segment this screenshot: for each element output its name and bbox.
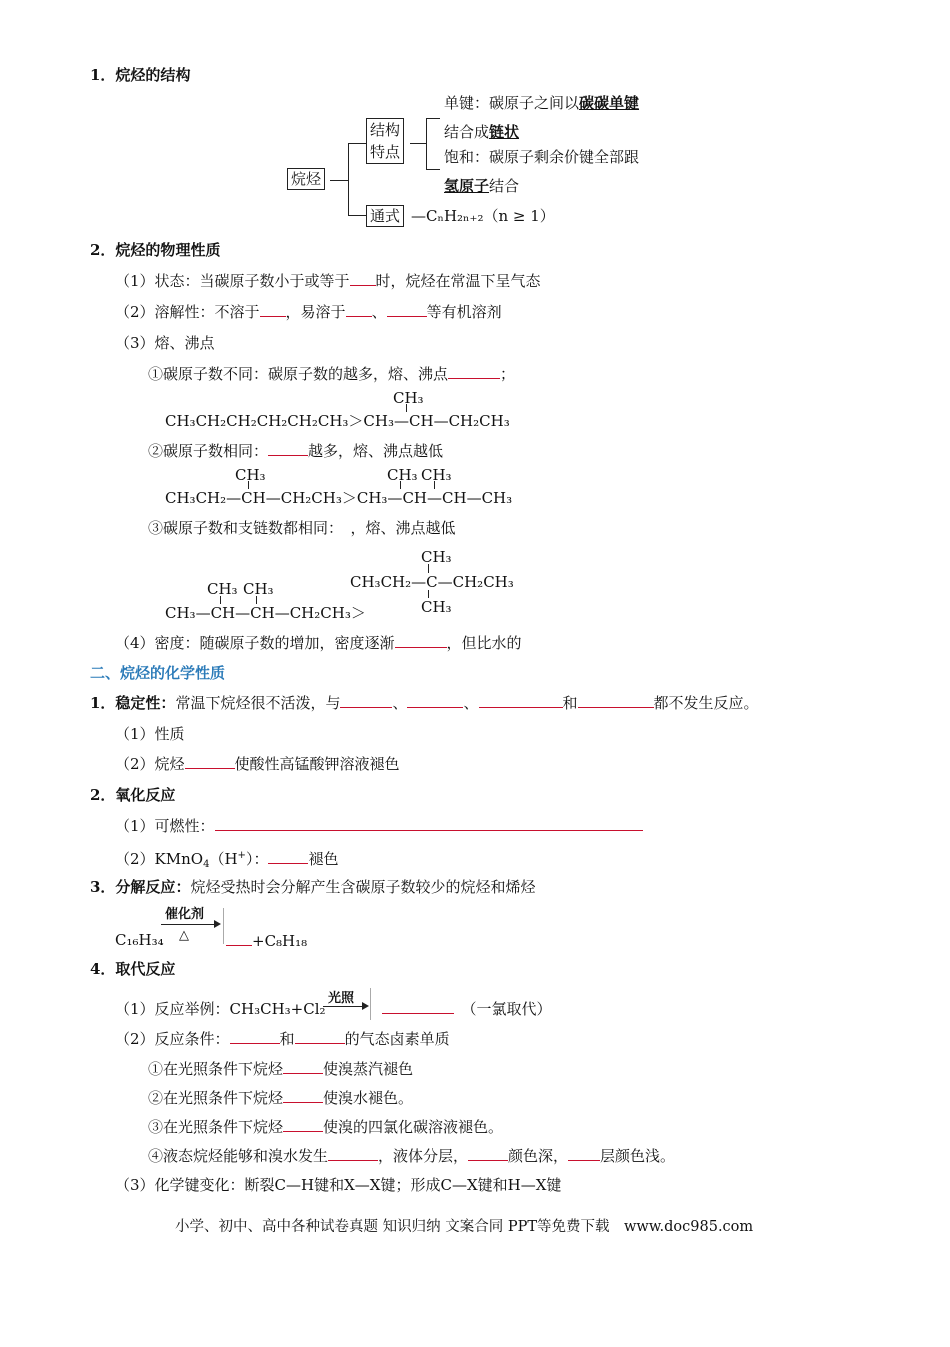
chem2-main: CH₃CH₂—CH—CH₂CH₃＞CH₃—CH—CH—CH₃ xyxy=(165,489,513,507)
stability-line: 1．稳定性：常温下烷烃很不活泼，与 、 、 和 都不发生反应。 xyxy=(90,694,759,712)
stability-blank-1[interactable] xyxy=(340,693,392,708)
diagram-structure-box xyxy=(366,118,404,164)
chem3-bottom-methyl: CH₃ xyxy=(421,598,452,616)
cracking-product-blank[interactable] xyxy=(226,931,252,946)
reaction-blank-6[interactable] xyxy=(568,1146,600,1161)
density-blank[interactable] xyxy=(395,633,447,648)
soluble-blank-1[interactable] xyxy=(346,302,372,317)
cracking-products: +C₈H₁₈ xyxy=(226,931,307,950)
state-line: （1）状态：当碳原子数小于或等于 时，烷烃在常温下呈气态 xyxy=(115,272,541,290)
diagram-line-single-bond: 单键：碳原子之间以碳碳单键 xyxy=(444,94,640,112)
combustion-equation-blank[interactable] xyxy=(215,816,643,831)
branch-blank[interactable] xyxy=(268,441,308,456)
diagram-line-saturated: 饱和：碳原子剩余价键全部跟 xyxy=(444,148,640,166)
melting-boiling-heading: （3）熔、沸点 xyxy=(115,334,215,352)
reaction-item-4: ④液态烷烃能够和溴水发生 ，液体分层， 颜色深， 层颜色浅。 xyxy=(148,1147,676,1165)
reaction-item-2: ②在光照条件下烷烃 使溴水褪色。 xyxy=(148,1089,414,1107)
combustibility-line: （1）可燃性： xyxy=(115,816,643,836)
section-title-oxidation: 2．氧化反应 xyxy=(90,786,176,804)
kmno4-blank[interactable] xyxy=(268,849,308,864)
chem2-methyl-3: CH₃ xyxy=(421,466,452,484)
chem3-methyl-1: CH₃ xyxy=(207,580,238,598)
diagram-root-box: 烷烃 xyxy=(287,168,325,190)
reaction-blank-5[interactable] xyxy=(468,1146,508,1161)
section-title-structure: 1．烷烃的结构 xyxy=(90,66,191,84)
kmno4-line: （2）KMnO$_4$（H+）： 褪色 xyxy=(115,850,339,870)
section-title-substitution: 4．取代反应 xyxy=(90,960,176,978)
decomposition-line: 3．分解反应：烷烃受热时会分解产生含碳原子数较少的烷烃和烯烃 xyxy=(90,878,536,896)
catalyst-label: 催化剂 xyxy=(165,907,205,922)
carbon-and-branch-same-line: ③碳原子数和支链数都相同： ，熔、沸点越低 xyxy=(148,519,456,537)
kmno4-property-line: （2）烷烃 使酸性高锰酸钾溶液褪色 xyxy=(115,755,400,773)
property-heading: （1）性质 xyxy=(115,725,185,743)
chem1-main: CH₃CH₂CH₂CH₂CH₂CH₃＞CH₃—CH—CH₂CH₃ xyxy=(165,412,510,430)
insoluble-blank[interactable] xyxy=(260,302,286,317)
diagram-formula-box: 通式 xyxy=(366,205,404,227)
chem2-methyl-2: CH₃ xyxy=(387,466,418,484)
diagram-general-formula: —CₙH₂ₙ₊₂（n ≥ 1） xyxy=(411,207,555,225)
section-title-physical: 2．烷烃的物理性质 xyxy=(90,241,221,259)
diagram-structure-label-1: 结构 xyxy=(370,121,401,139)
diagram-line-hydrogen: 氢原子结合 xyxy=(444,177,520,195)
reaction-item-1: ①在光照条件下烷烃 使溴蒸汽褪色 xyxy=(148,1060,414,1078)
chem3-right: CH₃CH₂—C—CH₂CH₃ xyxy=(350,573,514,591)
bond-change-line: （3）化学键变化：断裂C—H键和X—X键；形成C—X键和H—X键 xyxy=(115,1176,562,1194)
substitution-product-blank[interactable] xyxy=(382,999,454,1014)
reaction-blank-2[interactable] xyxy=(283,1088,323,1103)
heat-label: △ xyxy=(179,928,189,943)
stability-blank-2[interactable] xyxy=(407,693,463,708)
reaction-blank-1[interactable] xyxy=(283,1059,323,1074)
kmno4-property-blank[interactable] xyxy=(185,754,235,769)
chem3-methyl-2: CH₃ xyxy=(243,580,274,598)
reaction-condition-line: （2）反应条件： 和 的气态卤素单质 xyxy=(115,1030,450,1048)
chem2-methyl-1: CH₃ xyxy=(235,466,266,484)
chem3-top-methyl: CH₃ xyxy=(421,548,452,566)
solubility-line: （2）溶解性：不溶于 ，易溶于 、 等有机溶剂 xyxy=(115,303,502,321)
light-label: 光照 xyxy=(328,991,355,1006)
soluble-blank-2[interactable] xyxy=(387,302,427,317)
reaction-blank-4[interactable] xyxy=(328,1146,378,1161)
condition-blank-2[interactable] xyxy=(295,1029,345,1044)
chem1-methyl: CH₃ xyxy=(393,389,424,407)
cracking-reactant: C₁₆H₃₄ xyxy=(115,931,164,949)
stability-blank-4[interactable] xyxy=(578,693,654,708)
section-title-chemical: 二、烷烃的化学性质 xyxy=(90,664,226,682)
diagram-line-chain: 结合成链状 xyxy=(444,123,520,141)
reaction-item-3: ③在光照条件下烷烃 使溴的四氯化碳溶液褪色。 xyxy=(148,1118,504,1136)
carbon-number-same-line: ②碳原子数相同： 越多，熔、沸点越低 xyxy=(148,442,444,460)
state-blank[interactable] xyxy=(350,271,376,286)
diagram-structure-label-2: 特点 xyxy=(370,143,401,161)
chem3-left: CH₃—CH—CH—CH₂CH₃＞ xyxy=(165,604,366,622)
boiling-point-blank[interactable] xyxy=(448,364,500,379)
page-footer: 小学、初中、高中各种试卷真题 知识归纳 文案合同 PPT等免费下载 www.doc985.com xyxy=(175,1219,754,1235)
substitution-example-line: （1）反应举例：CH₃CH₃+Cl₂ （一氯取代） xyxy=(115,1000,552,1018)
condition-blank-1[interactable] xyxy=(230,1029,280,1044)
carbon-number-different-line: ①碳原子数不同：碳原子数的越多，熔、沸点 ； xyxy=(148,365,516,383)
stability-blank-3[interactable] xyxy=(479,693,563,708)
reaction-arrow-icon xyxy=(214,920,221,928)
reaction-blank-3[interactable] xyxy=(283,1117,323,1132)
density-line: （4）密度：随碳原子数的增加，密度逐渐 ，但比水的 xyxy=(115,634,522,652)
